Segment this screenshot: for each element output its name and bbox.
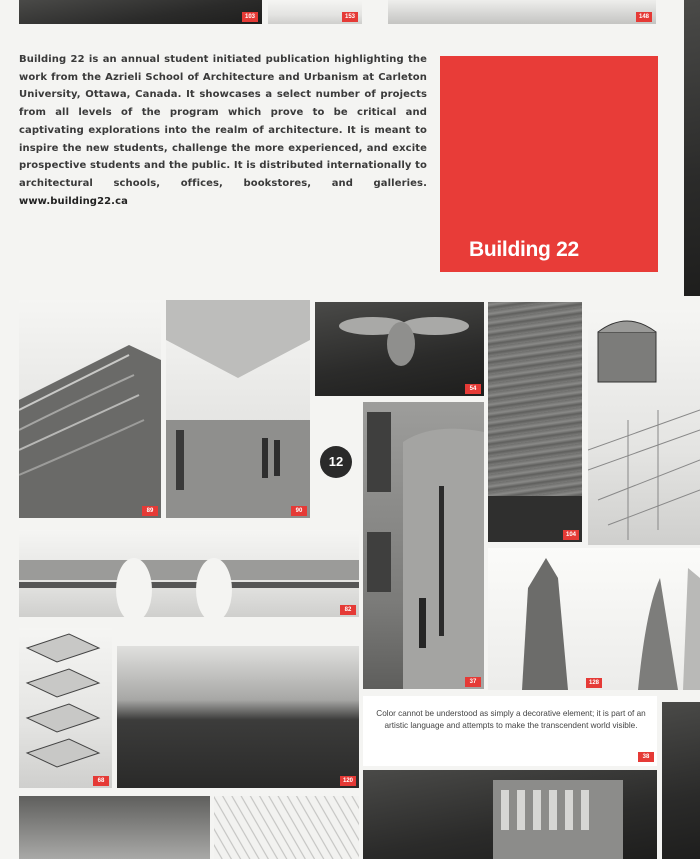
landscape-image [117,646,359,788]
publication-title: Building 22 [469,238,579,261]
tree-plaza-image [19,796,210,859]
interior-wall-image [363,402,484,689]
top-image-middle [268,0,362,24]
image-tag: 54 [465,384,481,394]
parametric-surface-image [19,300,161,518]
website-link[interactable]: www.building22.ca [19,195,128,207]
intro-text: Building 22 is an annual student initiated publication highlighting the work from the Azrieli School of Architecture and Urbanism at Carleton University, Ottawa, Canada. It showcases a select number of projects from all levels of the program which prove to be critical and captivating explorations into the realm of architecture. It is meant to inspire the new students, challenge the more experienced, and excite prospective students and the public. It is distributed internationally to architectural schools, offices, bookstores, and galleries. [19,54,427,189]
image-tag: 37 [465,677,481,687]
top-image-right [388,0,656,24]
image-tag: 82 [340,605,356,615]
quote-text: Color cannot be understood as simply a decorative element; it is part of an artistic language and attempts to make the transcendent world visible. [376,709,646,730]
axon-stack-drawing [19,628,112,788]
water-image [488,302,582,542]
image-tag: 89 [142,506,158,516]
edge-image-right [684,0,700,296]
corridor-image [166,300,310,518]
image-tag: 148 [636,12,652,22]
building-facade-image [363,770,657,859]
edge-image-bottom-right [662,702,700,859]
parametric-surface-graphic [19,300,161,518]
creature-graphic [315,302,484,396]
title-block [440,56,658,272]
image-tag: 68 [93,776,109,786]
creature-image [315,302,484,396]
top-image-left [19,0,262,24]
image-tag: 103 [242,12,258,22]
tower-graphic [488,548,700,690]
grid-structure-image [214,796,359,859]
image-tag: 104 [563,530,579,540]
tower-sculpture-image [488,548,700,690]
corridor-graphic [166,300,310,518]
image-tag: 128 [586,678,602,688]
axonometric-graphic [588,310,700,545]
image-tag: 90 [291,506,307,516]
building-facade-graphic [363,770,657,859]
page-number-badge: 12 [320,446,352,478]
collage-strip-image [19,530,359,617]
axonometric-drawing [588,310,700,545]
image-tag: 153 [342,12,358,22]
collage-graphic [19,530,359,617]
axon-stack-graphic [19,628,112,788]
interior-wall-graphic [363,402,484,689]
intro-paragraph [19,51,427,210]
image-tag: 38 [638,752,654,762]
image-tag: 120 [340,776,356,786]
